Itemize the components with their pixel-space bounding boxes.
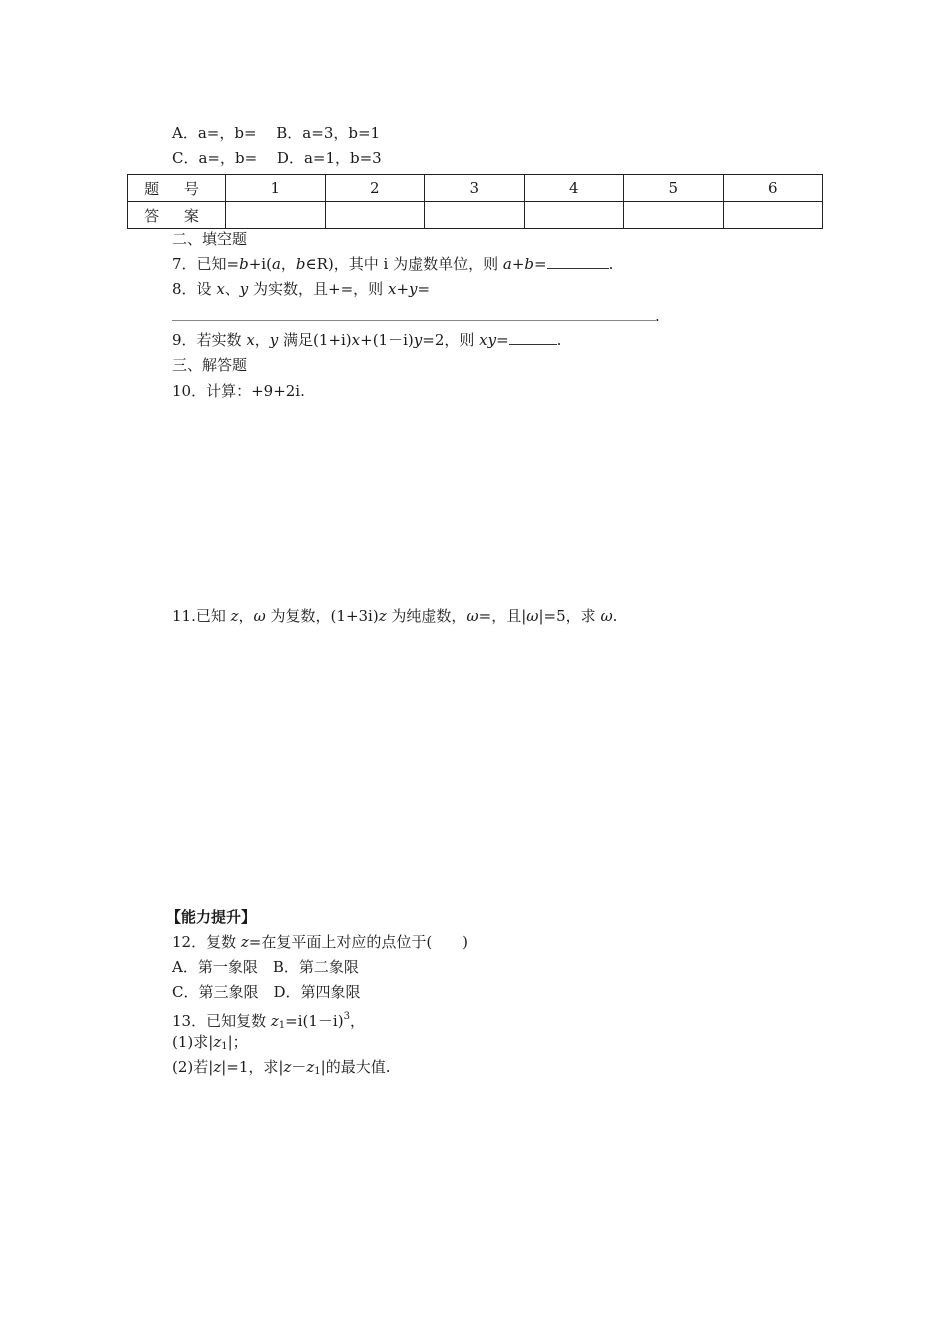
question-number-cell: 3 [425, 175, 525, 202]
answer-table [127, 174, 823, 229]
q12-options-cd: C．第三象限 D．第四象限 [172, 983, 361, 1001]
answer-table-header-row [128, 175, 823, 202]
q6-options-cd: C．a=，b= D．a=1，b=3 [172, 149, 382, 167]
answer-cell[interactable] [624, 202, 724, 229]
q12-options-ab: A．第一象限 B．第二象限 [172, 958, 359, 976]
answer-blank[interactable] [547, 254, 609, 269]
question-12: 12．复数 z=在复平面上对应的点位于( ) [172, 933, 469, 951]
question-number-label: 题 号 [128, 175, 226, 202]
question-number-cell: 5 [624, 175, 724, 202]
question-8-end: . [655, 307, 660, 325]
answer-blank[interactable] [509, 330, 557, 345]
question-number-cell: 2 [325, 175, 425, 202]
question-number-cell: 6 [723, 175, 823, 202]
answer-blank[interactable] [172, 320, 656, 321]
question-number-cell: 4 [524, 175, 624, 202]
question-8: 8．设 x、y 为实数，且+=，则 x+y= [172, 280, 431, 298]
answer-cell[interactable] [524, 202, 624, 229]
question-13-part-1: (1)求$|z_1|$； [172, 1033, 248, 1052]
answer-cell[interactable] [325, 202, 425, 229]
question-11: 11.已知 z，ω 为复数，(1+3i)z 为纯虚数，ω=，且|ω|=5，求 ω. [172, 607, 618, 625]
question-9: 9．若实数 x，y 满足(1+i)x+(1－i)y=2，则 xy= . [172, 331, 562, 349]
answer-cell[interactable] [425, 202, 525, 229]
question-number-cell: 1 [226, 175, 326, 202]
section-fill-blank: 二、填空题 [172, 230, 248, 248]
question-13-part-2: (2)若|z|=1，求$|z-z_1|$的最大值. [172, 1058, 391, 1077]
section-ability: 【能力提升】 [166, 908, 257, 926]
answer-cell[interactable] [226, 202, 326, 229]
answer-label: 答 案 [128, 202, 226, 229]
answer-table-answer-row [128, 202, 823, 229]
answer-cell[interactable] [723, 202, 823, 229]
question-10: 10．计算：+9+2i. [172, 382, 305, 400]
question-7: 7．已知=b+i(a，b∈R)，其中 i 为虚数单位，则 a+b= . [172, 255, 614, 273]
question-13: 13．已知复数 $z_1=i(1-i)^3$， [172, 1011, 365, 1031]
section-solve: 三、解答题 [172, 356, 248, 374]
q6-options-ab: A．a=，b= B．a=3，b=1 [172, 124, 381, 142]
